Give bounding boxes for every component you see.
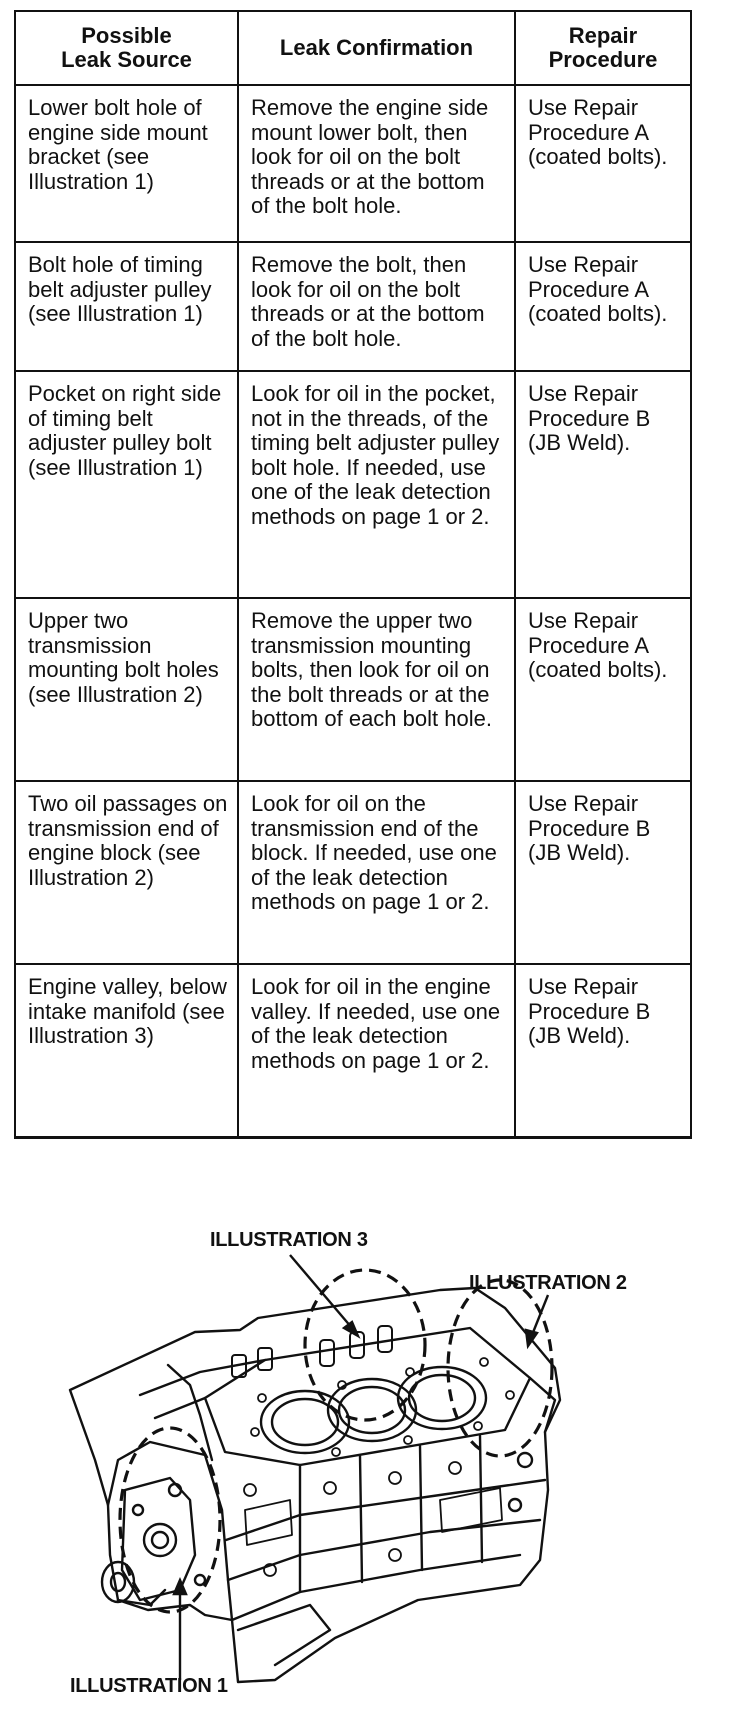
repair-procedure-cell: Use Repair Procedure B (JB Weld). xyxy=(515,964,691,1138)
leak-source-cell: Pocket on right side of timing belt adjuster pulley bolt (see Illustration 1) xyxy=(15,371,238,598)
repair-procedure-cell: Use Repair Procedure B (JB Weld). xyxy=(515,371,691,598)
leak-confirmation-cell: Remove the bolt, then look for oil on the bolt threads or at the bottom of the bolt hole. xyxy=(238,242,515,371)
repair-procedure-cell: Use Repair Procedure A (coated bolts). xyxy=(515,598,691,781)
cylinder-bore xyxy=(261,1391,349,1453)
leak-confirmation-cell: Remove the engine side mount lower bolt, then look for oil on the bolt threads or at the bottom of the bolt hole. xyxy=(238,85,515,242)
table-row xyxy=(15,781,691,964)
leak-confirmation-cell: Look for oil in the engine valley. If needed, use one of the leak detection methods on page 1 or 2. xyxy=(238,964,515,1138)
leak-confirmation-cell: Remove the upper two transmission mounting bolts, then look for oil on the bolt threads or at the bottom of each bolt hole. xyxy=(238,598,515,781)
repair-procedure-cell: Use Repair Procedure B (JB Weld). xyxy=(515,781,691,964)
leak-source-cell: Lower bolt hole of engine side mount bracket (see Illustration 1) xyxy=(15,85,238,242)
repair-procedure-cell: Use Repair Procedure A (coated bolts). xyxy=(515,85,691,242)
repair-procedure-cell: Use Repair Procedure A (coated bolts). xyxy=(515,242,691,371)
leak-source-cell: Bolt hole of timing belt adjuster pulley (see Illustration 1) xyxy=(15,242,238,371)
table-row xyxy=(15,85,691,242)
table-row xyxy=(15,964,691,1138)
leak-source-cell: Engine valley, below intake manifold (see Illustration 3) xyxy=(15,964,238,1138)
illustration-2-label: ILLUSTRATION 2 xyxy=(469,1272,627,1294)
illustration-3-label: ILLUSTRATION 3 xyxy=(210,1229,368,1251)
illustration-3-leader xyxy=(290,1255,352,1328)
engine-block-figure xyxy=(0,1160,736,1710)
leak-source-cell: Two oil passages on transmission end of engine block (see Illustration 2) xyxy=(15,781,238,964)
leak-confirmation-cell: Look for oil in the pocket, not in the threads, of the timing belt adjuster pulley bolt hole. If needed, use one of the leak detection methods on page 1 or 2. xyxy=(238,371,515,598)
header-leak-confirmation xyxy=(238,11,515,85)
illustration-1-circle xyxy=(120,1428,220,1612)
table-row xyxy=(15,242,691,371)
table-header-row xyxy=(15,11,691,85)
header-repair-procedure xyxy=(515,11,691,85)
header-leak-source xyxy=(15,11,238,85)
header-leak-confirmation-label: Leak Confirmation xyxy=(279,35,474,60)
leak-confirmation-cell: Look for oil on the transmission end of the block. If needed, use one of the leak detection methods on page 1 or 2. xyxy=(238,781,515,964)
header-repair-procedure-label: Repair Procedure xyxy=(548,23,658,72)
leak-source-table xyxy=(14,10,692,1139)
table-row xyxy=(15,598,691,781)
engine-block-drawing xyxy=(0,1160,736,1710)
illustration-2-circle xyxy=(448,1280,552,1456)
header-leak-source-label: Possible Leak Source xyxy=(61,23,192,72)
table-row xyxy=(15,371,691,598)
leak-source-cell: Upper two transmission mounting bolt holes (see Illustration 2) xyxy=(15,598,238,781)
illustration-1-label: ILLUSTRATION 1 xyxy=(70,1675,228,1697)
